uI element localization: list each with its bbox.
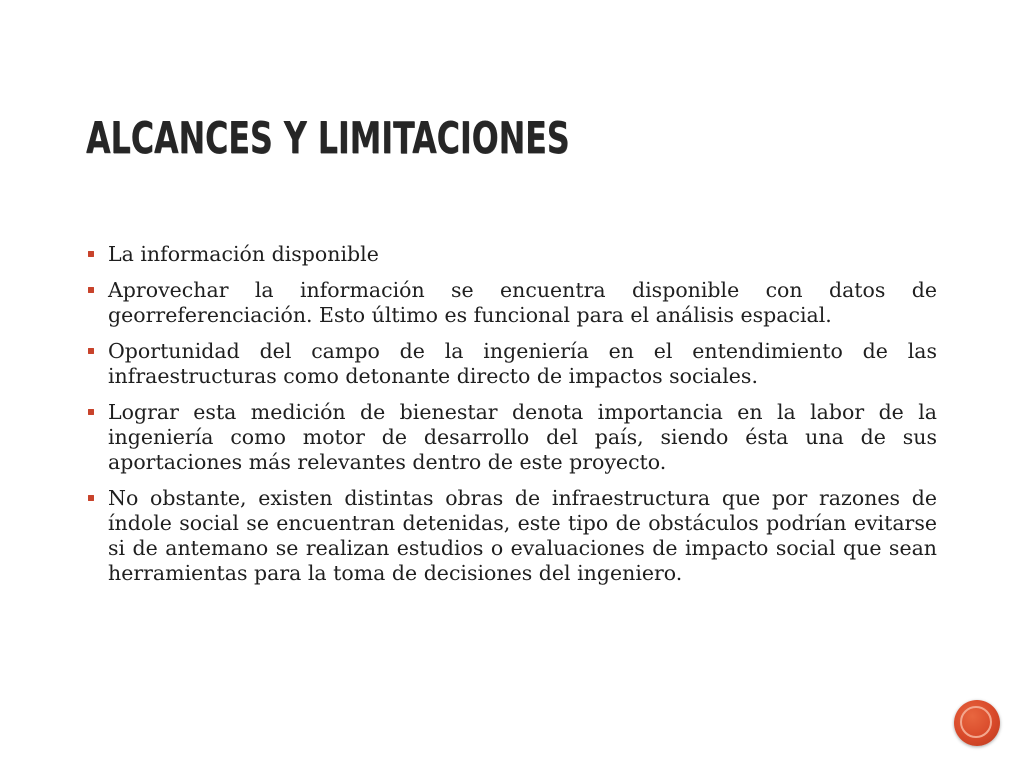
square-bullet-icon xyxy=(88,251,94,257)
slide-nav-button[interactable] xyxy=(954,700,1000,746)
bullet-item xyxy=(86,339,937,389)
slide-title: ALCANCES Y LIMITACIONES xyxy=(86,113,570,164)
bullet-text: Lograr esta medición de bienestar denota importancia en la labor de la ingeniería como motor de desarrollo del país, siendo ésta una de sus aportaciones más relevantes dentro de este proyecto. xyxy=(108,400,937,474)
bullet-text: Aprovechar la información se encuentra disponible con datos de georreferenciación. Esto último es funcional para el análisis espacial. xyxy=(108,278,937,327)
bullet-item xyxy=(86,242,937,267)
bullet-text: Oportunidad del campo de la ingeniería en el entendimiento de las infraestructuras como detonante directo de impactos sociales. xyxy=(108,339,937,388)
square-bullet-icon xyxy=(88,495,94,501)
square-bullet-icon xyxy=(88,348,94,354)
bullet-text: La información disponible xyxy=(108,242,379,266)
bullet-item xyxy=(86,278,937,328)
circle-button-icon xyxy=(960,706,992,738)
square-bullet-icon xyxy=(88,409,94,415)
bullet-list xyxy=(86,242,937,597)
bullet-text: No obstante, existen distintas obras de infraestructura que por razones de índole social se encuentran detenidas, este tipo de obstáculos podrían evitarse si de antemano se realizan estudios o evaluaciones de impacto social que sean herramientas para la toma de decisiones del ingeniero. xyxy=(108,486,937,585)
square-bullet-icon xyxy=(88,287,94,293)
bullet-item xyxy=(86,486,937,586)
bullet-item xyxy=(86,400,937,475)
